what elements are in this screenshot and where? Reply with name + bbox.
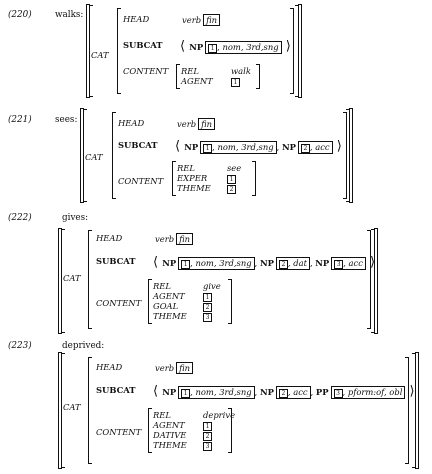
content-left-bracket — [176, 64, 180, 89]
example-word: gives: — [62, 213, 89, 223]
head-value: verb fin — [182, 14, 220, 26]
tag-box: 3 — [334, 389, 343, 398]
cat-label: CAT — [63, 402, 81, 412]
content-value — [203, 440, 212, 451]
head-feature: fin — [176, 233, 193, 245]
tag-box: 1 — [227, 175, 236, 184]
subcat-item: PP 3 , pform:of, obl — [316, 387, 405, 397]
left-angle: ⟨ — [175, 139, 185, 154]
content-key: AGENT — [153, 420, 185, 430]
tag-box: 2 — [203, 303, 212, 312]
content-key: REL — [153, 410, 171, 420]
tag-box: 3 — [203, 442, 212, 451]
inner-left-bracket — [112, 112, 116, 199]
example-number: (220) — [8, 10, 32, 20]
tag-box: 1 — [203, 293, 212, 302]
head-feature: fin — [198, 118, 215, 130]
subcat-item: NP 1 , nom, 3rd,sng , — [184, 142, 282, 152]
inner-left-bracket — [88, 230, 92, 329]
subcat-item: NP 2 , acc — [282, 142, 333, 152]
head-value: verb fin — [155, 233, 193, 245]
head-value: verb fin — [155, 362, 193, 374]
right-angle: ⟩ — [281, 39, 291, 54]
subcat-list — [175, 139, 342, 154]
content-right-bracket — [228, 279, 232, 324]
head-label: HEAD — [123, 14, 150, 24]
content-key: AGENT — [153, 291, 185, 301]
content-key: GOAL — [153, 301, 179, 311]
subcat-item: NP 2 , dat , — [259, 258, 316, 268]
content-label: CONTENT — [96, 427, 142, 437]
right-angle: ⟩ — [332, 139, 342, 154]
subcat-list — [153, 255, 375, 270]
tag-box: 1 — [231, 78, 240, 87]
subcat-label: SUBCAT — [96, 385, 136, 395]
outer-double-right-bracket — [295, 5, 299, 97]
content-key: AGENT — [181, 76, 213, 86]
subcat-list — [153, 384, 415, 399]
content-key: REL — [153, 281, 171, 291]
example-word: walks: — [55, 10, 84, 20]
right-angle: ⟩ — [405, 384, 415, 399]
content-key: THEME — [177, 183, 211, 193]
tag-box: 2 — [279, 260, 288, 269]
content-value: walk — [231, 66, 251, 76]
content-label: CONTENT — [118, 176, 164, 186]
outer-double-right-bracket — [371, 229, 375, 333]
head-label: HEAD — [96, 362, 123, 372]
content-key: THEME — [153, 311, 187, 321]
example-word: sees: — [55, 115, 78, 125]
head-feature: fin — [176, 362, 193, 374]
example-number: (221) — [8, 115, 32, 125]
content-value — [231, 76, 240, 87]
cat-label: CAT — [85, 152, 103, 162]
subcat-list — [180, 39, 291, 54]
tag-box: 1 — [208, 44, 217, 53]
example-number: (222) — [8, 213, 32, 223]
content-key: DATIVE — [153, 430, 187, 440]
subcat-label: SUBCAT — [96, 256, 136, 266]
subcat-label: SUBCAT — [118, 140, 158, 150]
content-key: REL — [181, 66, 199, 76]
subcat-item: NP 3 , acc — [315, 258, 366, 268]
head-label: HEAD — [118, 118, 145, 128]
content-key: REL — [177, 163, 195, 173]
tag-box: 2 — [301, 144, 310, 153]
content-value — [203, 311, 212, 322]
cat-label: CAT — [91, 50, 109, 60]
tag-box: 1 — [181, 389, 190, 398]
content-left-bracket — [148, 408, 152, 453]
subcat-label: SUBCAT — [123, 40, 163, 50]
right-angle: ⟩ — [365, 255, 376, 270]
outer-double-right-bracket — [412, 353, 416, 468]
content-left-bracket — [148, 279, 152, 324]
content-label: CONTENT — [96, 298, 142, 308]
subcat-item: NP 2 , acc , — [259, 387, 316, 397]
content-key: EXPER — [177, 173, 208, 183]
content-value — [227, 183, 236, 194]
example-word: deprived: — [62, 341, 105, 351]
inner-left-bracket — [88, 357, 92, 464]
tag-box: 1 — [203, 422, 212, 431]
content-left-bracket — [172, 161, 176, 196]
subcat-item: NP 1 , nom, 3rd,sng — [189, 42, 281, 52]
inner-right-bracket — [405, 357, 409, 464]
tag-box: 1 — [203, 144, 212, 153]
tag-box: 2 — [227, 185, 236, 194]
subcat-item: NP 1 , nom, 3rd,sng , — [162, 387, 260, 397]
inner-left-bracket — [117, 8, 121, 94]
tag-box: 1 — [181, 260, 190, 269]
tag-box: 3 — [334, 260, 343, 269]
content-key: THEME — [153, 440, 187, 450]
left-angle: ⟨ — [180, 39, 190, 54]
inner-right-bracket — [343, 112, 347, 199]
content-label: CONTENT — [123, 66, 169, 76]
example-number: (223) — [8, 341, 32, 351]
inner-right-bracket — [367, 230, 371, 329]
head-value: verb fin — [177, 118, 215, 130]
content-value: deprive — [203, 410, 236, 420]
tag-box: 2 — [203, 432, 212, 441]
tag-box: 2 — [279, 389, 288, 398]
head-label: HEAD — [96, 233, 123, 243]
content-value: see — [227, 163, 242, 173]
cat-label: CAT — [63, 273, 81, 283]
head-feature: fin — [203, 14, 220, 26]
left-angle: ⟨ — [153, 255, 163, 270]
content-right-bracket — [252, 161, 256, 196]
subcat-item: NP 1 , nom, 3rd,sng , — [162, 258, 260, 268]
tag-box: 3 — [203, 313, 212, 322]
left-angle: ⟨ — [153, 384, 163, 399]
content-right-bracket — [256, 64, 260, 89]
content-value: give — [203, 281, 221, 291]
